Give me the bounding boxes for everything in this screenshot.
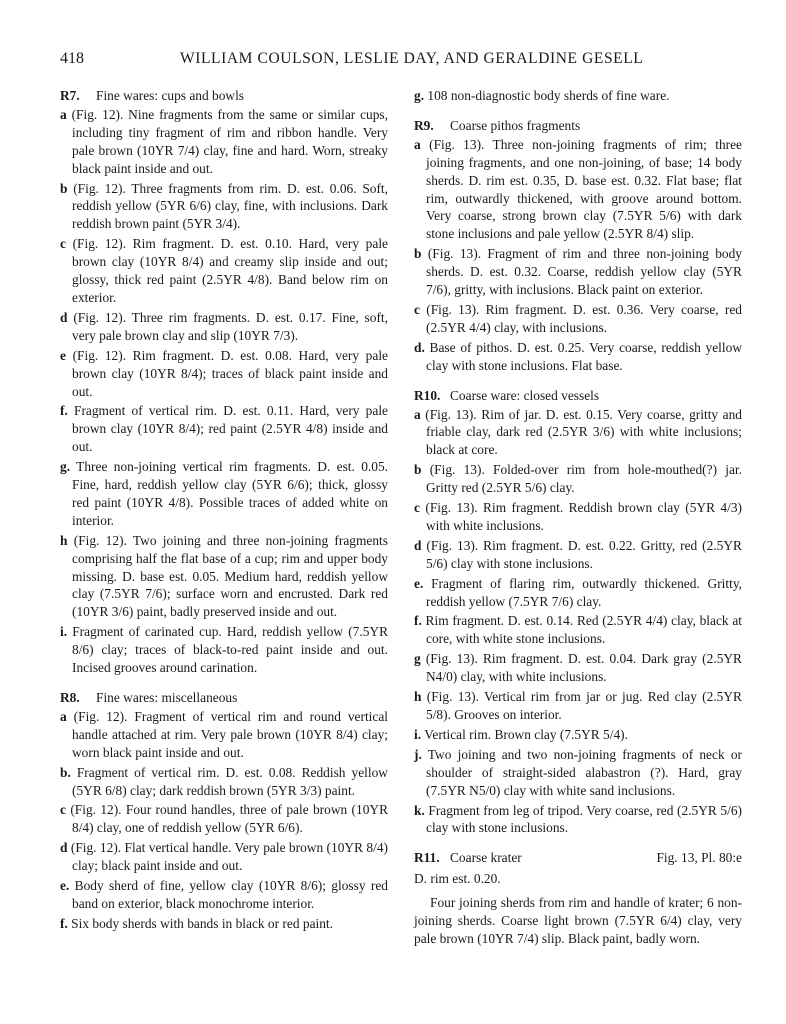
section-title: Coarse pithos fragments — [450, 117, 581, 133]
catalog-entry — [60, 708, 388, 762]
section-r7 — [60, 87, 388, 677]
entry-text: 108 non-diagnostic body sherds of fine ware. — [427, 88, 670, 103]
entry-text: (Fig. 13). Rim fragment. D. est. 0.04. Dark gray (2.5YR N4/0) clay, with white inclusions. — [425, 651, 742, 685]
catalog-entry — [414, 726, 742, 744]
catalog-entry — [414, 612, 742, 648]
section-code: R9. — [414, 117, 434, 133]
catalog-entry — [60, 402, 388, 456]
entry-letter: j. — [414, 746, 422, 762]
entry-letter: h — [60, 532, 68, 548]
catalog-entry — [60, 801, 388, 837]
section-r9 — [414, 117, 742, 375]
catalog-entry — [60, 180, 388, 234]
entry-text: Fragment of flaring rim, outwardly thickened. Gritty, reddish yellow (7.5YR 7/6) clay. — [426, 575, 742, 609]
catalog-entry — [60, 877, 388, 913]
entry-letter: f. — [414, 613, 422, 629]
catalog-entry — [60, 764, 388, 800]
catalog-entry — [60, 915, 388, 933]
entry-letter: d — [414, 537, 422, 553]
catalog-entry — [414, 301, 742, 337]
entry-letter: a — [414, 136, 421, 152]
section-r10 — [414, 387, 742, 838]
entry-text: Base of pithos. D. est. 0.25. Very coarse, reddish yellow clay with stone inclusions. Flat base. — [426, 339, 742, 373]
catalog-entry — [414, 339, 742, 375]
section-code: R11. — [414, 850, 440, 866]
section-code: R7. — [60, 88, 80, 103]
catalog-entry — [414, 746, 742, 800]
section-r8 — [60, 689, 388, 933]
entry-text: (Fig. 13). Rim of jar. D. est. 0.15. Very coarse, gritty and friable clay, dark red (2.5YR 3/6) with white inclusions; black at core. — [425, 406, 742, 458]
entry-text: (Fig. 13). Three non-joining fragments of rim; three joining fragments, and one non-joining, of base; 14 body sherds. D. rim est. 0.35, D. base est. 0.32. Flat base; flat rim, outwardly thickened, with groove around bottom. Very coarse, strong brown clay (7.5YR 5/6) with dark stone inclusions and pale yellow (2.5YR 8/4) slip. — [426, 136, 742, 242]
entry-letter: c — [414, 500, 420, 516]
section-title: Fine wares: cups and bowls — [96, 88, 245, 103]
dimension-line: D. rim est. 0.20. — [414, 871, 501, 887]
entry-letter: c — [60, 236, 66, 252]
entry-letter: k. — [414, 802, 425, 818]
entry-text: (Fig. 12). Four round handles, three of pale brown (10YR 8/4) clay, one of reddish yellow (5YR 6/6). — [70, 802, 388, 836]
entry-letter: d. — [414, 339, 425, 355]
section-heading — [60, 689, 388, 707]
catalog-entry — [414, 688, 742, 724]
entry-letter: e — [60, 347, 66, 363]
description-paragraph: Four joining sherds from rim and handle of krater; 6 non-joining sherds. Coarse light brown (7.5YR 6/4) clay, very pale brown (10YR 7/4) slip. Black paint, badly worn. — [414, 895, 742, 946]
catalog-entry — [414, 406, 742, 460]
section-heading — [414, 849, 742, 867]
entry-text: (Fig. 12). Flat vertical handle. Very pale brown (10YR 8/4) clay; black paint inside and out. — [70, 840, 388, 874]
figure-reference: Fig. 13, Pl. 80:e — [656, 850, 742, 866]
entry-text: Fragment of vertical rim. D. est. 0.08. Reddish yellow (5YR 6/8) clay; dark reddish brown (5YR 3/3) paint. — [72, 764, 388, 798]
catalog-entry — [60, 532, 388, 622]
entry-text: (Fig. 13). Vertical rim from jar or jug. Red clay (2.5YR 5/8). Grooves on interior. — [426, 689, 742, 722]
catalog-entry — [60, 235, 388, 307]
section-heading — [414, 117, 742, 135]
entry-text: (Fig. 12). Three fragments from rim. D. est. 0.06. Soft, reddish yellow (5YR 6/6) clay, fine, with inclusions. Dark reddish brown paint (5YR 3/4). — [72, 180, 388, 232]
entry-letter: e. — [414, 575, 424, 591]
entry-text: (Fig. 12). Nine fragments from the same or similar cups, including tiny fragment of rim and ribbon handle. Very pale brown (10YR 7/4) clay, fine and hard. Worn, streaky black paint inside and out. — [71, 106, 388, 176]
entry-letter: b — [60, 180, 68, 196]
entry-letter: b — [414, 462, 422, 478]
section-title: Coarse ware: closed vessels — [450, 387, 600, 403]
entry-letter: c — [60, 802, 66, 818]
catalog-entry — [414, 461, 742, 497]
entry-text: (Fig. 13). Rim fragment. D. est. 0.22. Gritty, red (2.5YR 5/6) clay with stone inclusions. — [426, 537, 742, 571]
entry-text: (Fig. 13). Rim fragment. Reddish brown clay (5YR 4/3) with white inclusions. — [425, 500, 742, 533]
catalog-entry — [60, 309, 388, 345]
page-header — [60, 50, 740, 74]
entry-text: Six body sherds with bands in black or red paint. — [71, 915, 333, 931]
catalog-entry — [414, 87, 742, 105]
entry-text: (Fig. 12). Fragment of vertical rim and round vertical handle attached at rim. Very pale brown (10YR 8/4) clay; worn black paint inside and out. — [72, 708, 388, 760]
entry-text: (Fig. 12). Two joining and three non-joining fragments comprising half the flat base of a cup; rim and upper body missing. D. base est. 0.05. Medium hard, reddish yellow clay (7.5YR 7/6); surface worn and encrusted. Dark red (10YR 3/6) paint, badly preserved inside and out. — [72, 532, 388, 620]
section-title: Coarse krater — [450, 850, 522, 866]
catalog-entry — [414, 245, 742, 299]
entry-text: (Fig. 13). Folded-over rim from hole-mouthed(?) jar. Gritty red (2.5YR 5/6) clay. — [426, 462, 742, 496]
entry-text: (Fig. 12). Three rim fragments. D. est. 0.17. Fine, soft, very pale brown clay and slip (10YR 7/3). — [72, 309, 388, 343]
section-r8-continued — [414, 87, 742, 105]
entry-letter: b — [414, 246, 422, 262]
right-column — [414, 87, 742, 960]
entry-letter: h — [414, 689, 422, 705]
entry-letter: i. — [60, 624, 68, 640]
section-r11 — [414, 849, 742, 948]
entry-letter: g. — [60, 459, 71, 475]
catalog-entry — [414, 136, 742, 243]
entry-letter: c — [414, 301, 420, 317]
entry-letter: a — [60, 106, 67, 122]
catalog-entry — [60, 623, 388, 677]
entry-letter: b. — [60, 764, 71, 780]
entry-letter: g. — [414, 88, 425, 103]
catalog-entry — [414, 537, 742, 573]
entry-text: Rim fragment. D. est. 0.14. Red (2.5YR 4/4) clay, black at core, with white stone inclusions. — [425, 613, 742, 647]
catalog-entry — [60, 106, 388, 178]
entry-text: (Fig. 13). Rim fragment. D. est. 0.36. Very coarse, red (2.5YR 4/4) clay, with inclusions. — [426, 301, 742, 335]
section-code: R10. — [414, 387, 441, 403]
catalog-entry — [60, 458, 388, 530]
entry-letter: a — [60, 708, 67, 724]
entry-text: Fragment of vertical rim. D. est. 0.11. Hard, very pale brown clay (10YR 8/4); red paint (2.5YR 4/8) inside and out. — [72, 403, 388, 455]
entry-letter: i. — [414, 726, 422, 742]
catalog-entry — [60, 839, 388, 875]
entry-letter: e. — [60, 878, 70, 894]
section-heading — [60, 87, 388, 105]
page-number: 418 — [60, 50, 84, 67]
section-code: R8. — [60, 690, 80, 705]
entry-text: (Fig. 13). Fragment of rim and three non-joining body sherds. D. est. 0.32. Coarse, reddish yellow clay (5YR 7/6), gritty, with inclusions. Black paint on exterior. — [426, 246, 742, 298]
entry-letter: d — [60, 309, 68, 325]
catalog-entry — [414, 575, 742, 611]
catalog-entry — [414, 802, 742, 838]
entry-text: Fragment of carinated cup. Hard, reddish yellow (7.5YR 8/6) clay; traces of black-to-red paint inside and out. Incised grooves around carination. — [72, 624, 388, 676]
entry-text: Body sherd of fine, yellow clay (10YR 8/6); glossy red band on exterior, black monochrome interior. — [72, 878, 388, 911]
entry-text: Fragment from leg of tripod. Very coarse, red (2.5YR 5/6) clay with stone inclusions. — [426, 802, 742, 836]
catalog-entry — [414, 499, 742, 535]
entry-letter: a — [414, 406, 421, 422]
entry-letter: f. — [60, 915, 68, 931]
left-column — [60, 87, 388, 945]
entry-letter: d — [60, 840, 68, 856]
entry-text: Two joining and two non-joining fragments of neck or shoulder of straight-sided alabastron (?). Hard, gray (7.5YR N5/0) clay with white sand inclusions. — [426, 746, 742, 798]
section-title: Fine wares: miscellaneous — [96, 690, 238, 705]
entry-text: Three non-joining vertical rim fragments. D. est. 0.05. Fine, hard, reddish yellow clay (5YR 6/6); thick, glossy red paint (10YR 4/8). Possible traces of added white on interior. — [72, 459, 389, 528]
running-head: WILLIAM COULSON, LESLIE DAY, AND GERALDINE GESELL — [180, 50, 644, 67]
catalog-entry — [60, 347, 388, 401]
entry-letter: f. — [60, 403, 68, 419]
catalog-entry — [414, 650, 742, 686]
section-heading — [414, 387, 742, 405]
entry-letter: g — [414, 651, 421, 667]
entry-text: (Fig. 12). Rim fragment. D. est. 0.10. Hard, very pale brown clay (10YR 8/4) and creamy slip inside and out; glossy, thick red paint (2.5YR 4/8). Band below rim on exterior. — [72, 236, 388, 305]
entry-text: Vertical rim. Brown clay (7.5YR 5/4). — [424, 726, 628, 742]
entry-text: (Fig. 12). Rim fragment. D. est. 0.08. Hard, very pale brown clay (10YR 8/4); traces of black paint inside and out. — [72, 347, 388, 399]
